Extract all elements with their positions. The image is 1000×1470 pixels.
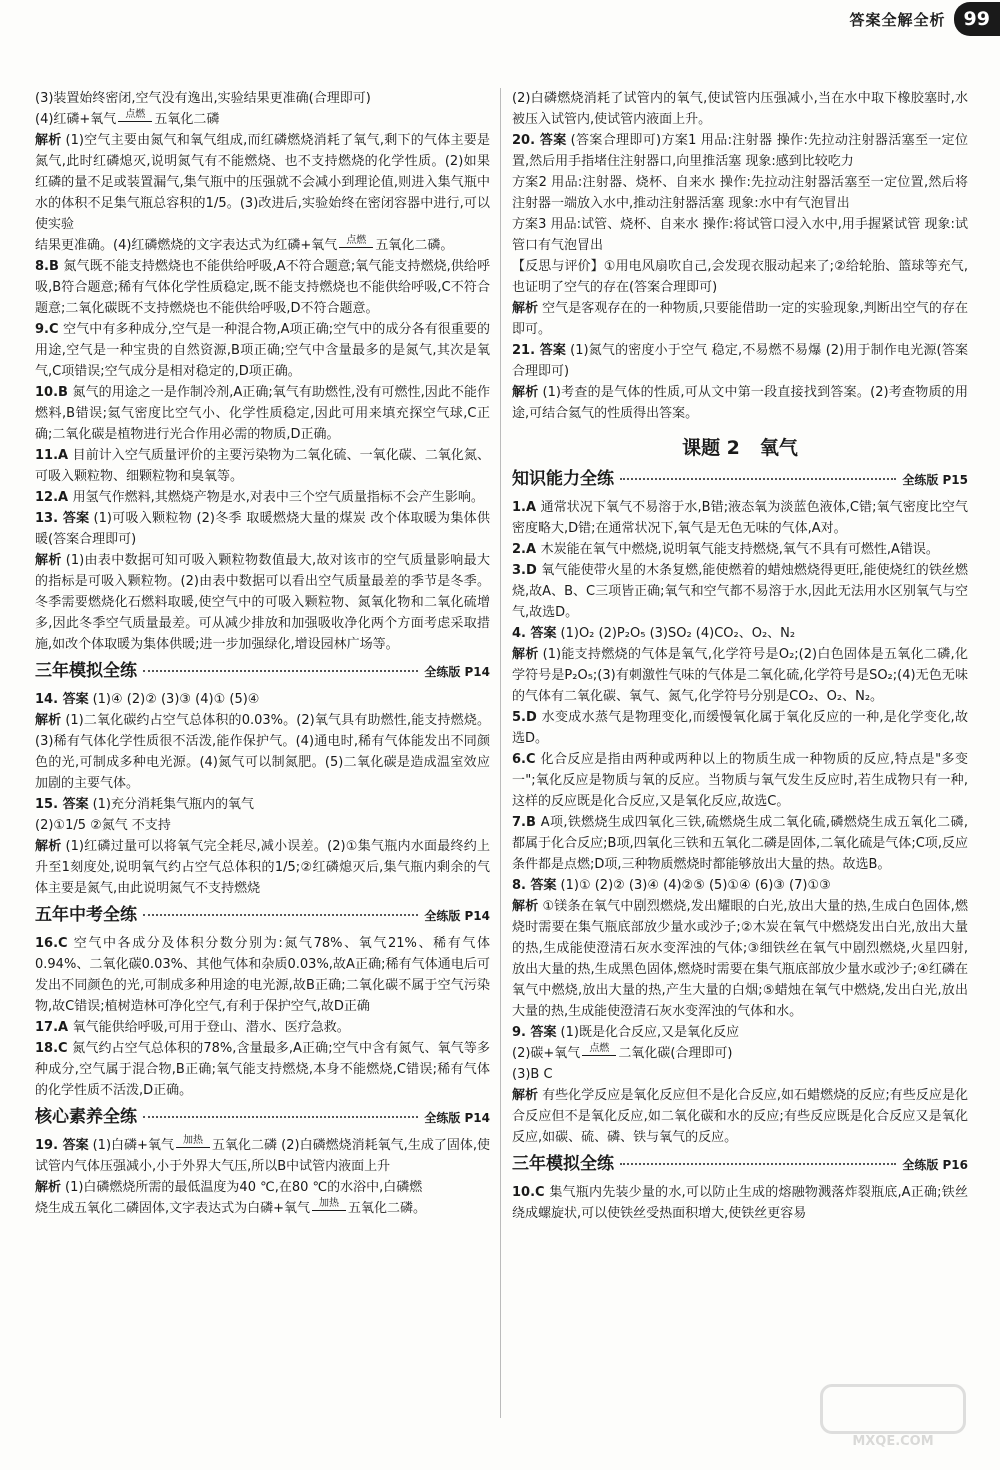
question-number: 5.D — [512, 710, 542, 725]
analysis-label: 解析 — [35, 1180, 62, 1195]
equation-right: 五氧化二磷。 — [375, 238, 454, 253]
answer-paragraph — [512, 539, 968, 560]
answer-paragraph — [512, 623, 968, 644]
question-number: 16.C — [35, 936, 74, 951]
answer-paragraph — [35, 836, 490, 899]
answer-paragraph — [512, 707, 968, 749]
paragraph-text: 用氢气作燃料,其燃烧产物是水,对表中三个空气质量指标不会产生影响。 — [72, 490, 484, 505]
paragraph-text: (3)B C — [512, 1067, 553, 1082]
section-heading — [35, 661, 490, 683]
answer-paragraph — [512, 172, 968, 214]
section-tag: 全练版 P14 — [424, 1111, 490, 1125]
section-title: 核心素养全练 — [35, 1107, 137, 1127]
left-column — [35, 88, 490, 1448]
answer-paragraph — [512, 256, 968, 298]
reaction-condition: 点燃 — [582, 1043, 616, 1056]
question-number: 18.C — [35, 1041, 73, 1056]
analysis-label: 解析 — [35, 553, 62, 568]
answer-paragraph — [35, 130, 490, 235]
paragraph-text: (1)既是化合反应,又是氧化反应 — [560, 1025, 740, 1040]
question-number: 20. — [512, 133, 540, 148]
paragraph-text: (答案合理即可)方案1 用品:注射器 操作:先拉动注射器活塞至一定位置,然后用手指堵住注射器口,向里推活塞 现象:感到比较吃力 — [512, 133, 968, 169]
watermark-shape-icon — [820, 1384, 966, 1434]
answer-paragraph — [512, 875, 968, 896]
answer-paragraph — [512, 88, 968, 130]
answer-paragraph — [35, 794, 490, 815]
section-tag: 全练版 P14 — [424, 665, 490, 679]
question-number: 19. — [35, 1138, 63, 1153]
page-number: 99 — [954, 2, 1000, 36]
answer-paragraph — [35, 1177, 490, 1198]
paragraph-text: (1)能支持燃烧的气体是氧气,化学符号是O₂;(2)白色固体是五氧化二磷,化学符号是P₂O₅;(3)有刺激性气味的气体是二氧化硫,化学符号是SO₂;(4)无色无味的气体有二氧化碳、氧气、氮气,化学符号分别是CO₂、O₂、N₂。 — [512, 647, 968, 704]
answer-label: 答案 — [530, 1025, 557, 1040]
paragraph-text: 目前计入空气质量评价的主要污染物为二氧化硫、一氧化碳、二氧化氮、可吸入颗粒物、细颗粒物和臭氧等。 — [35, 448, 490, 484]
answer-paragraph — [35, 1198, 490, 1219]
question-number: 1.A — [512, 500, 541, 515]
answer-paragraph — [35, 933, 490, 1017]
answer-paragraph — [35, 1038, 490, 1101]
question-number: 13. — [35, 511, 63, 526]
equation-left: (2)碳+氧气 — [512, 1046, 581, 1061]
paragraph-text: 空气中各成分及体积分数分别为:氮气78%、氧气21%、稀有气体0.94%、二氧化碳0.03%、其他气体和杂质0.03%,故A正确;稀有气体通电后可发出不同颜色的光,可制成多种用途的电光源,故B正确;二氧化碳不属于空气污染物,故C错误;植树造林可净化空气,有利于保护空气,故D正确 — [35, 936, 490, 1014]
analysis-label: 解析 — [512, 1088, 539, 1103]
paragraph-text: (1)空气主要由氮气和氧气组成,而红磷燃烧消耗了氧气,剩下的气体主要是氮气,此时红磷熄灭,说明氮气有不能燃烧、也不支持燃烧的化学性质。(2)如果红磷的量不足或装置漏气,集气瓶中的压强就不会减小到理论值,则进入集气瓶中水的体积不足集气瓶总容积的1/5。(3)改进后,实验始终在密闭容器中进行,可以使实验 — [35, 133, 490, 232]
section-tag: 全练版 P15 — [902, 473, 968, 487]
paragraph-text: (2)白磷燃烧消耗了试管内的氧气,使试管内压强减小,当在水中取下橡胶塞时,水被压入试管内,使试管内液面上升。 — [512, 91, 968, 127]
answer-paragraph — [35, 1017, 490, 1038]
paragraph-text: 氮气的用途之一是作制冷剂,A正确;氧气有助燃性,没有可燃性,因此不能作燃料,B错误;氦气密度比空气小、化学性质稳定,因此可用来填充探空气球,C正确;二氧化碳是植物进行光合作用必需的物质,D正确。 — [35, 385, 490, 442]
question-number: 3.D — [512, 563, 542, 578]
equation-left: 结果更准确。(4)红磷燃烧的文字表达式为红磷+氧气 — [35, 238, 338, 253]
answer-label: 答案 — [530, 626, 557, 641]
equation-right: 五氧化二磷 — [154, 112, 220, 127]
reaction-condition: 点燃 — [339, 235, 373, 248]
question-number: 8.B — [35, 259, 64, 274]
answer-paragraph — [512, 644, 968, 707]
answer-paragraph — [35, 1135, 490, 1177]
answer-paragraph — [512, 896, 968, 1022]
answer-paragraph — [512, 1064, 968, 1085]
paragraph-text: 通常状况下氧气不易溶于水,B错;液态氧为淡蓝色液体,C错;氧气密度比空气密度略大,D错;在通常状况下,氧气是无色无味的气体,A对。 — [512, 500, 968, 536]
answer-label: 答案 — [62, 511, 90, 526]
paragraph-text: 化合反应是指由两种或两种以上的物质生成一种物质的反应,特点是"多变一";氧化反应是物质与氧的反应。当物质与氧气发生反应时,若生成物只有一种,这样的反应既是化合反应,又是氧化反应,故选C。 — [512, 752, 968, 809]
answer-paragraph — [35, 88, 490, 109]
analysis-label: 解析 — [512, 899, 539, 914]
question-number: 9.C — [35, 322, 64, 337]
analysis-label: 解析 — [35, 839, 62, 854]
equation-left: (4)红磷+氧气 — [35, 112, 117, 127]
reaction-condition: 点燃 — [118, 109, 152, 122]
paragraph-text: (1)白磷燃烧所需的最低温度为40 ℃,在80 ℃的水浴中,白磷燃 — [65, 1180, 423, 1195]
section-title: 知识能力全练 — [512, 469, 614, 489]
section-dots — [143, 1115, 418, 1118]
section-heading — [512, 469, 968, 491]
reaction-condition: 加热 — [312, 1198, 346, 1211]
answer-paragraph — [35, 689, 490, 710]
answer-label: 答案 — [62, 692, 89, 707]
paragraph-text: (1)考查的是气体的性质,可从文中第一段直接找到答案。(2)考查物质的用途,可结合氦气的性质得出答案。 — [512, 385, 968, 421]
answer-paragraph — [512, 130, 968, 172]
paragraph-text: 集气瓶内先装少量的水,可以防止生成的熔融物溅落炸裂瓶底,A正确;铁丝绕成螺旋状,可以使铁丝受热面积增大,使铁丝更容易 — [512, 1185, 968, 1221]
paragraph-text: (1)① (2)② (3)④ (4)②⑤ (5)①④ (6)③ (7)①③ — [560, 878, 831, 893]
paragraph-text: (1)红磷过量可以将氧气完全耗尽,减小误差。(2)①集气瓶内水面最终约上升至1刻度处,说明氧气约占空气总体积的1/5;②红磷熄灭后,集气瓶内剩余的气体主要是氮气,由此说明氮气不支持燃烧 — [35, 839, 490, 896]
answer-paragraph — [35, 815, 490, 836]
analysis-label: 解析 — [512, 647, 539, 662]
paragraph-text: (1)二氧化碳约占空气总体积的0.03%。(2)氧气具有助燃性,能支持燃烧。(3)稀有气体化学性质很不活泼,能作保护气。(4)通电时,稀有气体能发出不同颜色的光,可制成多种电光源。(4)氮气可以制氮肥。(5)二氧化碳是造成温室效应加剧的主要气体。 — [35, 713, 490, 791]
paragraph-text: 木炭能在氧气中燃烧,说明氧气能支持燃烧,氧气不具有可燃性,A错误。 — [540, 542, 939, 557]
watermark-text: MXQE.COM — [852, 1433, 934, 1449]
question-number: 15. — [35, 797, 63, 812]
answer-paragraph — [35, 109, 490, 130]
paragraph-text: 氮气约占空气总体积的78%,含量最多,A正确;空气中含有氮气、氧气等多种成分,空气属于混合物,B正确;氧气能支持燃烧,本身不能燃烧,C错误;稀有气体的化学性质不活泼,D正确。 — [35, 1041, 490, 1098]
answer-paragraph — [35, 710, 490, 794]
answer-paragraph — [512, 382, 968, 424]
question-number: 12.A — [35, 490, 73, 505]
right-column — [512, 88, 968, 1448]
watermark-logo — [808, 1376, 978, 1456]
section-title: 三年模拟全练 — [512, 1154, 614, 1174]
answer-paragraph — [512, 1085, 968, 1148]
answer-paragraph — [512, 812, 968, 875]
paragraph-text: 氧气能使带火星的木条复燃,能使燃着的蜡烛燃烧得更旺,能使烧红的铁丝燃烧,故A、B、C三项皆正确;氧气和空气都不易溶于水,因此无法用水区别氧气与空气,故选D。 — [512, 563, 968, 620]
question-number: 9. — [512, 1025, 531, 1040]
paragraph-text: ①镁条在氧气中剧烈燃烧,发出耀眼的白光,放出大量的热,生成白色固体,燃烧时需要在集气瓶底部放少量水或沙子;②木炭在氧气中燃烧发出白光,放出大量的热,生成能使澄清石灰水变浑浊的气体;③细铁丝在氧气中剧烈燃烧,火星四射,放出大量的热,生成黑色固体,燃烧时需要在集气瓶底部放少量水或沙子;④红磷在氧气中燃烧,放出大量的热,产生大量的白烟;⑤蜡烛在氧气中燃烧,发出白光,放出大量的热,生成能使澄清石灰水变浑浊的气体和水。 — [512, 899, 968, 1019]
paragraph-text: (3)装置始终密闭,空气没有逸出,实验结果更准确(合理即可) — [35, 91, 371, 106]
paragraph-text: (1)氮气的密度小于空气 稳定,不易燃不易爆 (2)用于制作电光源(答案合理即可) — [512, 343, 968, 379]
equation-left: 烧生成五氧化二磷固体,文字表达式为白磷+氧气 — [35, 1201, 311, 1216]
paragraph-text: 【反思与评价】①用电风扇吹自己,会发现衣服动起来了;②给轮胎、篮球等充气,也证明了空气的存在(答案合理即可) — [512, 259, 968, 295]
paragraph-text: 方案3 用品:试管、烧杯、自来水 操作:将试管口浸入水中,用手握紧试管 现象:试管口有气泡冒出 — [512, 217, 968, 253]
equation-right: 五氧化二磷。 — [348, 1201, 427, 1216]
answer-label: 答案 — [62, 1138, 89, 1153]
paragraph-text: (2)①1/5 ②氮气 不支持 — [35, 818, 171, 833]
paragraph-text: (1)可吸入颗粒物 (2)冬季 取暖燃烧大量的煤炭 改个体取暖为集体供暖(答案合理即可) — [35, 511, 490, 547]
section-heading — [35, 905, 490, 927]
section-heading — [512, 1154, 968, 1176]
section-title: 三年模拟全练 — [35, 661, 137, 681]
answer-paragraph — [512, 497, 968, 539]
answer-paragraph — [35, 508, 490, 550]
answer-paragraph — [35, 487, 490, 508]
answer-label: 答案 — [530, 878, 557, 893]
paragraph-text: (1)④ (2)② (3)③ (4)① (5)④ — [92, 692, 260, 707]
analysis-label: 解析 — [512, 301, 539, 316]
answer-paragraph — [35, 319, 490, 382]
answer-label: 答案 — [62, 797, 89, 812]
section-tag: 全练版 P14 — [424, 909, 490, 923]
paragraph-text: (1)O₂ (2)P₂O₅ (3)SO₂ (4)CO₂、O₂、N₂ — [560, 626, 796, 641]
section-dots — [143, 669, 418, 672]
question-number: 21. — [512, 343, 540, 358]
answer-paragraph — [512, 1182, 968, 1224]
question-number: 11.A — [35, 448, 73, 463]
question-number: 7.B — [512, 815, 541, 830]
paragraph-text: 方案2 用品:注射器、烧杯、自来水 操作:先拉动注射器活塞至一定位置,然后将注射器一端放入水中,推动注射器活塞 现象:水中有气泡冒出 — [512, 175, 968, 211]
answer-paragraph — [512, 560, 968, 623]
question-number: 6.C — [512, 752, 541, 767]
question-number: 10.B — [35, 385, 73, 400]
section-tag: 全练版 P16 — [902, 1158, 968, 1172]
answer-paragraph — [35, 550, 490, 655]
equation-left: (1)白磷+氧气 — [92, 1138, 174, 1153]
answer-paragraph — [512, 340, 968, 382]
section-dots — [620, 1162, 896, 1165]
paragraph-text: 水变成水蒸气是物理变化,而缓慢氧化属于氧化反应的一种,是化学变化,故选D。 — [512, 710, 968, 746]
section-dots — [620, 477, 896, 480]
analysis-label: 解析 — [35, 713, 62, 728]
question-number: 8. — [512, 878, 531, 893]
paragraph-text: 氮气既不能支持燃烧也不能供给呼吸,A不符合题意;氧气能支持燃烧,供给呼吸,B符合题意;稀有气体化学性质稳定,既不能支持燃烧也不能供给呼吸,C不符合题意;二氧化碳既不支持燃烧也不能供给呼吸,D不符合题意。 — [35, 259, 490, 316]
page-header — [700, 0, 1000, 38]
section-dots — [143, 913, 418, 916]
header-title: 答案全解全析 — [849, 10, 946, 29]
answer-paragraph — [512, 1043, 968, 1064]
answer-paragraph — [512, 749, 968, 812]
answer-paragraph — [512, 298, 968, 340]
answer-paragraph — [35, 235, 490, 256]
column-divider — [500, 88, 501, 1418]
paragraph-text: 有些化学反应是氧化反应但不是化合反应,如石蜡燃烧的反应;有些反应是化合反应但不是氧化反应,如二氧化碳和水的反应;有些反应既是化合反应又是氧化反应,如碳、硫、磷、铁与氧气的反应。 — [512, 1088, 968, 1145]
topic-name: 氧气 — [759, 437, 798, 459]
topic-title — [512, 438, 968, 459]
answer-paragraph — [35, 256, 490, 319]
paragraph-text: A项,铁燃烧生成四氧化三铁,硫燃烧生成二氧化硫,磷燃烧生成五氧化二磷,都属于化合反应;B项,四氧化三铁和五氧化二磷是固体,二氧化硫是气体;C项,反应条件都是点燃;D项,三种物质燃烧时都能够放出大量的热。故选B。 — [512, 815, 968, 872]
question-number: 10.C — [512, 1185, 550, 1200]
answer-paragraph — [35, 382, 490, 445]
question-number: 17.A — [35, 1020, 73, 1035]
section-heading — [35, 1107, 490, 1129]
answer-paragraph — [512, 1022, 968, 1043]
equation-right: 五氧化二磷 (2)白磷燃烧消耗氧气,生成了固体,使试管内气体压强减小,小于外界大气压,所以B中试管内液面上升 — [35, 1138, 490, 1174]
paragraph-text: 空气中有多种成分,空气是一种混合物,A项正确;空气中的成分各有很重要的用途,空气是一种宝贵的自然资源,B项正确;空气中含量最多的是氮气,其次是氧气,C项错误;空气成分是相对稳定的,D项正确。 — [35, 322, 490, 379]
section-title: 五年中考全练 — [35, 905, 137, 925]
paragraph-text: (1)由表中数据可知可吸入颗粒物数值最大,故对该市的空气质量影响最大的指标是可吸入颗粒物。(2)由表中数据可以看出空气质量最差的季节是冬季。冬季需要燃烧化石燃料取暖,使空气中的可吸入颗粒物、氮氧化物和二氧化硫增多,因此冬季空气质量最差。可从减少排放和加强吸收净化两个方面考虑采取措施,如改个体取暖为集体供暖;进一步加强绿化,增设园林广场等。 — [35, 553, 490, 652]
answer-label: 答案 — [539, 133, 567, 148]
paragraph-text: 空气是客观存在的一种物质,只要能借助一定的实验现象,判断出空气的存在即可。 — [512, 301, 968, 337]
reaction-condition: 加热 — [176, 1135, 210, 1148]
question-number: 4. — [512, 626, 531, 641]
question-number: 2.A — [512, 542, 541, 557]
answer-paragraph — [512, 214, 968, 256]
answer-paragraph — [35, 445, 490, 487]
analysis-label: 解析 — [35, 133, 62, 148]
paragraph-text: 氧气能供给呼吸,可用于登山、潜水、医疗急救。 — [72, 1020, 350, 1035]
answer-label: 答案 — [539, 343, 567, 358]
topic-number: 课题 2 — [682, 437, 740, 459]
equation-right: 二氧化碳(合理即可) — [618, 1046, 733, 1061]
paragraph-text: (1)充分消耗集气瓶内的氧气 — [92, 797, 254, 812]
question-number: 14. — [35, 692, 63, 707]
analysis-label: 解析 — [512, 385, 539, 400]
